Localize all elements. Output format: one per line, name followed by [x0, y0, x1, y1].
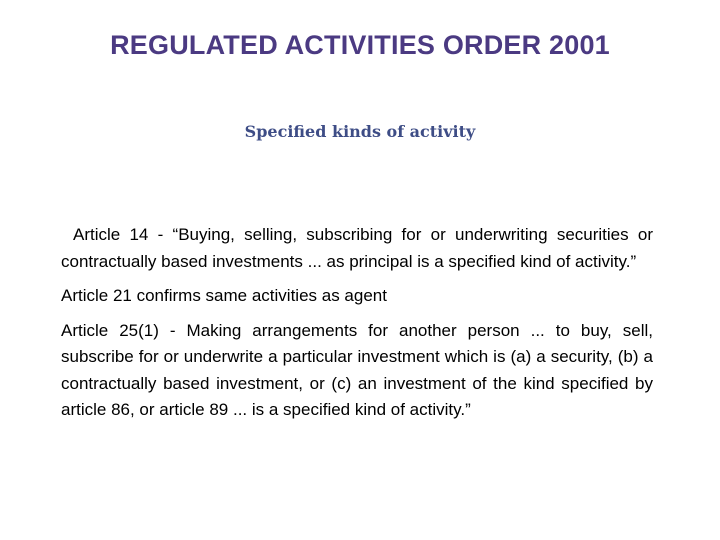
slide-body [61, 222, 653, 432]
slide-subtitle: Specified kinds of activity [244, 122, 476, 141]
paragraph-article-21: Article 21 confirms same activities as agent [61, 286, 387, 305]
paragraph-article-14: Article 14 - “Buying, selling, subscribing for or underwriting securities or contractually based investments ... as principal is a specified kind of activity.” [61, 225, 653, 271]
paragraph-article-25: Article 25(1) - Making arrangements for another person ... to buy, sell, subscribe for or underwrite a particular investment which is (a) a security, (b) a contractually based investment, or (c) an investment of the kind specified by article 86, or article 89 ... is a specified kind of activity.” [61, 320, 653, 419]
slide-title: REGULATED ACTIVITIES ORDER 2001 [110, 30, 610, 60]
